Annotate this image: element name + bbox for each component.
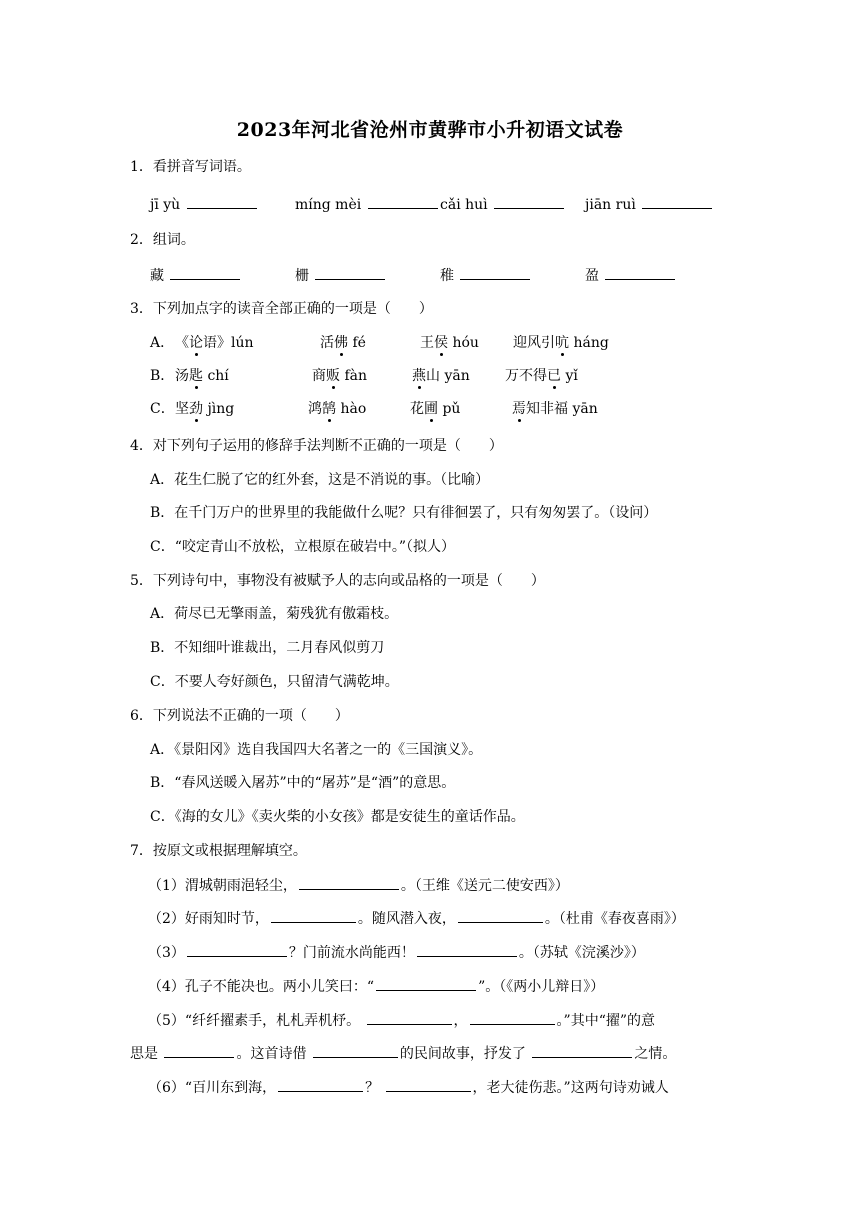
answer-blank[interactable] [299, 875, 399, 890]
question-3-stem: 3．下列加点字的读音全部正确的一项是（ ） [130, 301, 433, 317]
answer-blank[interactable] [376, 976, 476, 991]
q2-item-4 [585, 265, 677, 286]
answer-blank[interactable] [278, 1077, 363, 1092]
q7-sub-3: （3） ？门前流水尚能西！ 。（苏轼《浣溪沙》） [148, 942, 645, 963]
dotted-char: 吭 [555, 335, 569, 351]
dotted-char: 燕 [412, 368, 426, 384]
answer-blank[interactable] [386, 1077, 471, 1092]
q4-option-c[interactable]: C．“咬定青山不放松，立根原在破岩中。”（拟人） [150, 539, 456, 555]
option-item: 焉知非福 yān [512, 401, 598, 417]
page-title: 2023年河北省沧州市黄骅市小升初语文试卷 [236, 119, 624, 141]
dotted-char: 劲 [189, 401, 203, 417]
answer-blank[interactable] [494, 194, 564, 209]
dotted-char: 鹄 [322, 401, 336, 417]
question-1-stem: 1．看拼音写词语。 [130, 159, 251, 175]
q1-item-4 [585, 194, 714, 215]
q7-sub-5: （5）“纤纤擢素手，札札弄机杼。 ， 。”其中“擢”的意 [148, 1010, 655, 1031]
q4-option-a[interactable]: A．花生仁脱了它的红外套，这是不消说的事。（比喻） [150, 472, 490, 488]
dotted-char: 侯 [434, 335, 448, 351]
q7-sub-1: （1）渭城朝雨浥轻尘， 。（王维《送元二使安西》） [148, 875, 569, 896]
dotted-char: 已 [547, 368, 561, 384]
q5-option-b[interactable]: B．不知细叶谁裁出，二月春风似剪刀 [150, 640, 385, 656]
answer-blank[interactable] [470, 1010, 555, 1025]
question-5-stem: 5．下列诗句中，事物没有被赋予人的志向或品格的一项是（ ） [130, 573, 545, 589]
answer-blank[interactable] [605, 265, 675, 280]
q2-item-2 [295, 265, 387, 286]
q7-sub-2: （2）好雨知时节， 。随风潜入夜， 。（杜甫《春夜喜雨》） [148, 908, 685, 929]
character-text: 栅 [295, 268, 309, 284]
question-7-stem: 7．按原文或根据理解填空。 [130, 843, 307, 859]
answer-blank[interactable] [532, 1043, 632, 1058]
dotted-char: 佛 [334, 335, 348, 351]
answer-blank[interactable] [315, 265, 385, 280]
question-4-stem: 4．对下列句子运用的修辞手法判断不正确的一项是（ ） [130, 438, 503, 454]
q4-option-b[interactable]: B．在千门万户的世界里的我能做什么呢？只有徘徊罢了，只有匆匆罢了。（设问） [150, 505, 658, 521]
pinyin-text: jiān ruì [585, 197, 636, 213]
option-item: 花圃 pǔ [410, 401, 461, 417]
answer-blank[interactable] [368, 194, 438, 209]
q7-sub-5-cont: 思是 。这首诗借 的民间故事，抒发了 之情。 [130, 1043, 676, 1064]
answer-blank[interactable] [187, 942, 287, 957]
option-item: 王侯 hóu [420, 335, 479, 351]
q5-option-c[interactable]: C．不要人夸好颜色，只留清气满乾坤。 [150, 674, 399, 690]
character-text: 藏 [150, 268, 164, 284]
option-item: 迎风引吭 háng [513, 335, 609, 351]
answer-blank[interactable] [313, 1043, 398, 1058]
question-6-stem: 6．下列说法不正确的一项（ ） [130, 708, 349, 724]
answer-blank[interactable] [458, 908, 543, 923]
answer-blank[interactable] [187, 194, 257, 209]
option-item: 活佛 fé [320, 335, 366, 351]
option-item: 鸿鹄 hào [308, 401, 367, 417]
dotted-char: 焉 [512, 401, 526, 417]
character-text: 盈 [585, 268, 599, 284]
question-2-stem: 2．组词。 [130, 232, 195, 248]
dotted-char: 匙 [189, 368, 203, 384]
answer-blank[interactable] [164, 1043, 234, 1058]
dotted-char: 论 [189, 335, 203, 351]
q7-sub-6: （6）“百川东到海， ？ ，老大徒伤悲。”这两句诗劝诫人 [148, 1077, 669, 1098]
option-label: B． [150, 368, 175, 384]
character-text: 稚 [440, 268, 454, 284]
pinyin-text: cǎi huì [440, 197, 488, 213]
option-item: 汤匙 chí [175, 368, 229, 384]
option-item: 《论语》lún [175, 335, 254, 351]
q5-option-a[interactable]: A．荷尽已无擎雨盖，菊残犹有傲霜枝。 [150, 606, 399, 622]
q1-item-2 [295, 194, 440, 215]
q6-option-a[interactable]: A．《景阳冈》选自我国四大名著之一的《三国演义》。 [150, 742, 483, 758]
option-item: 燕山 yān [412, 368, 470, 384]
pinyin-text: míng mèi [295, 197, 362, 213]
answer-blank[interactable] [170, 265, 240, 280]
answer-blank[interactable] [367, 1010, 452, 1025]
pinyin-text: jī yù [150, 197, 181, 213]
option-item: 商贩 fàn [312, 368, 367, 384]
q1-item-3 [440, 194, 566, 215]
answer-blank[interactable] [460, 265, 530, 280]
q6-option-c[interactable]: C．《海的女儿》《卖火柴的小女孩》都是安徒生的童话作品。 [150, 809, 525, 825]
answer-blank[interactable] [642, 194, 712, 209]
option-label: A． [150, 335, 175, 351]
answer-blank[interactable] [271, 908, 356, 923]
option-item: 坚劲 jìng [175, 401, 235, 417]
option-label: C． [150, 401, 175, 417]
q7-sub-4: （4）孔子不能决也。两小儿笑曰：“ ”。（《两小儿辩日》） [148, 976, 604, 997]
option-item: 万不得已 yǐ [505, 368, 578, 384]
dotted-char: 圃 [424, 401, 438, 417]
dotted-char: 贩 [326, 368, 340, 384]
q1-item-1 [150, 194, 259, 215]
q2-item-1 [150, 265, 242, 286]
answer-blank[interactable] [417, 942, 517, 957]
q6-option-b[interactable]: B．“春风送暖入屠苏”中的“屠苏”是“酒”的意思。 [150, 775, 456, 791]
q2-item-3 [440, 265, 532, 286]
